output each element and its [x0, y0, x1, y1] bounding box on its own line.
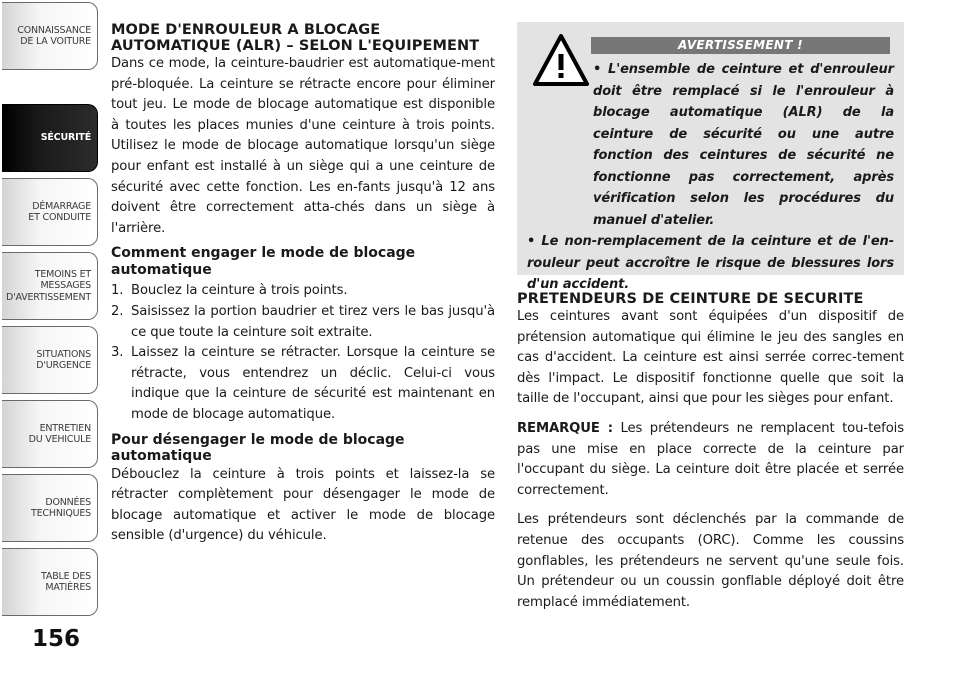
tab-entretien[interactable]: ENTRETIEN DU VEHICULE: [2, 400, 98, 468]
warning-bullet: • Le non-remplacement de la ceinture et de l'en-rouleur peut accroître le risque de blessures lors d'un accident.: [527, 234, 894, 292]
alr-section-title: MODE D'ENROULEUR A BLOCAGE AUTOMATIQUE (ALR) – SELON L'EQUIPEMENT: [111, 22, 480, 54]
step-text: Bouclez la ceinture à trois points.: [131, 283, 348, 299]
warning-header: AVERTISSEMENT !: [591, 37, 890, 54]
tab-connaissance[interactable]: CONNAISSANCE DE LA VOITURE: [2, 2, 98, 70]
tab-donnees[interactable]: DONNÉES TECHNIQUES: [2, 474, 98, 542]
tab-table-matieres[interactable]: TABLE DES MATIÈRES: [2, 548, 98, 616]
pretensioner-paragraph: Les ceintures avant sont équipées d'un dispositif de prétension automatique qui élimine le jeu des sangles en cas d'accident. La ceinture est ainsi serrée correc-tement dès l'impact. Le dispositif fonctionne quelle que soit la taille de l'occupant, ainsi que pour les sièges pour enfant.: [517, 309, 904, 407]
note-text: Les prétendeurs ne remplacent tou-tefois pas une mise en place correcte de la ceinture par l'occupant du siège. La ceinture doit être placée et serrée correctement.: [517, 420, 904, 498]
pretensioner-section-title: PRETENDEURS DE CEINTURE DE SECURITE: [517, 291, 864, 307]
note-paragraph: [517, 419, 904, 501]
list-item: [111, 302, 495, 343]
right-column: [517, 22, 904, 613]
tab-demarrage[interactable]: DÉMARRAGE ET CONDUITE: [2, 178, 98, 246]
list-item: [111, 343, 495, 425]
engage-subtitle: Comment engager le mode de blocage automatique: [111, 245, 416, 278]
list-item: [111, 281, 495, 302]
step-number: 2.: [111, 303, 124, 319]
warning-box: [517, 22, 904, 292]
tab-situations[interactable]: SITUATIONS D'URGENCE: [2, 326, 98, 394]
pretensioner-deploy-paragraph: Les prétendeurs sont déclenchés par la commande de retenue des occupants (ORC). Comme les coussins gonflables, les prétendeurs ne servent qu'une seule fois. Un prétendeur ou un coussin gonflable déployé doit être remplacé immédiatement.: [517, 512, 904, 610]
alr-intro-paragraph: Dans ce mode, la ceinture-baudrier est automatique-ment pré-bloquée. La ceinture se rétracte encore pour éliminer tout jeu. Le mode de blocage automatique est disponible à toutes les places munies d'une ceinture à trois points. Utilisez le mode de blocage automatique lorsqu'un siège pour enfant est installé à un siège qui a une ceinture de sécurité avec cette fonction. Les en-fants jusqu'à 12 ans doivent être correctement atta-chés dans un siège à l'arrière.: [111, 56, 495, 236]
tab-securite[interactable]: SÉCURITÉ: [2, 104, 98, 172]
note-label: REMARQUE :: [517, 420, 613, 436]
disengage-paragraph: Débouclez la ceinture à trois points et laissez-la se rétracter complètement pour désengager le mode de blocage automatique et activer le mode de blocage sensible (d'urgence) du véhicule.: [111, 466, 495, 544]
step-number: 1.: [111, 283, 124, 299]
step-number: 3.: [111, 345, 124, 361]
step-text: Saisissez la portion baudrier et tirez vers le bas jusqu'à ce que toute la ceinture soit extraite.: [131, 303, 495, 340]
warning-bullet: • L'ensemble de ceinture et d'enrouleur doit être remplacé si le l'enrouleur à blocage automatique (ALR) de la ceinture de sécurité ou une autre fonction des ceintures de sécurité ne fonctionne pas correctement, après vérification selon les procédures du manuel d'atelier.: [593, 62, 894, 228]
sidebar-nav: [0, 0, 100, 678]
disengage-subtitle: Pour désengager le mode de blocage automatique: [111, 431, 405, 464]
page-number: 156: [32, 626, 81, 652]
step-text: Laissez la ceinture se rétracter. Lorsque la ceinture se rétracte, vous entendrez un déclic. Celui-ci vous indique que la ceinture de sécurité est maintenant en mode de blocage automatique.: [131, 345, 495, 422]
tab-temoins[interactable]: TEMOINS ET MESSAGES D'AVERTISSEMENT: [2, 252, 98, 320]
left-column: [111, 22, 495, 547]
engage-steps-list: [111, 281, 495, 425]
warning-body: [527, 59, 894, 296]
